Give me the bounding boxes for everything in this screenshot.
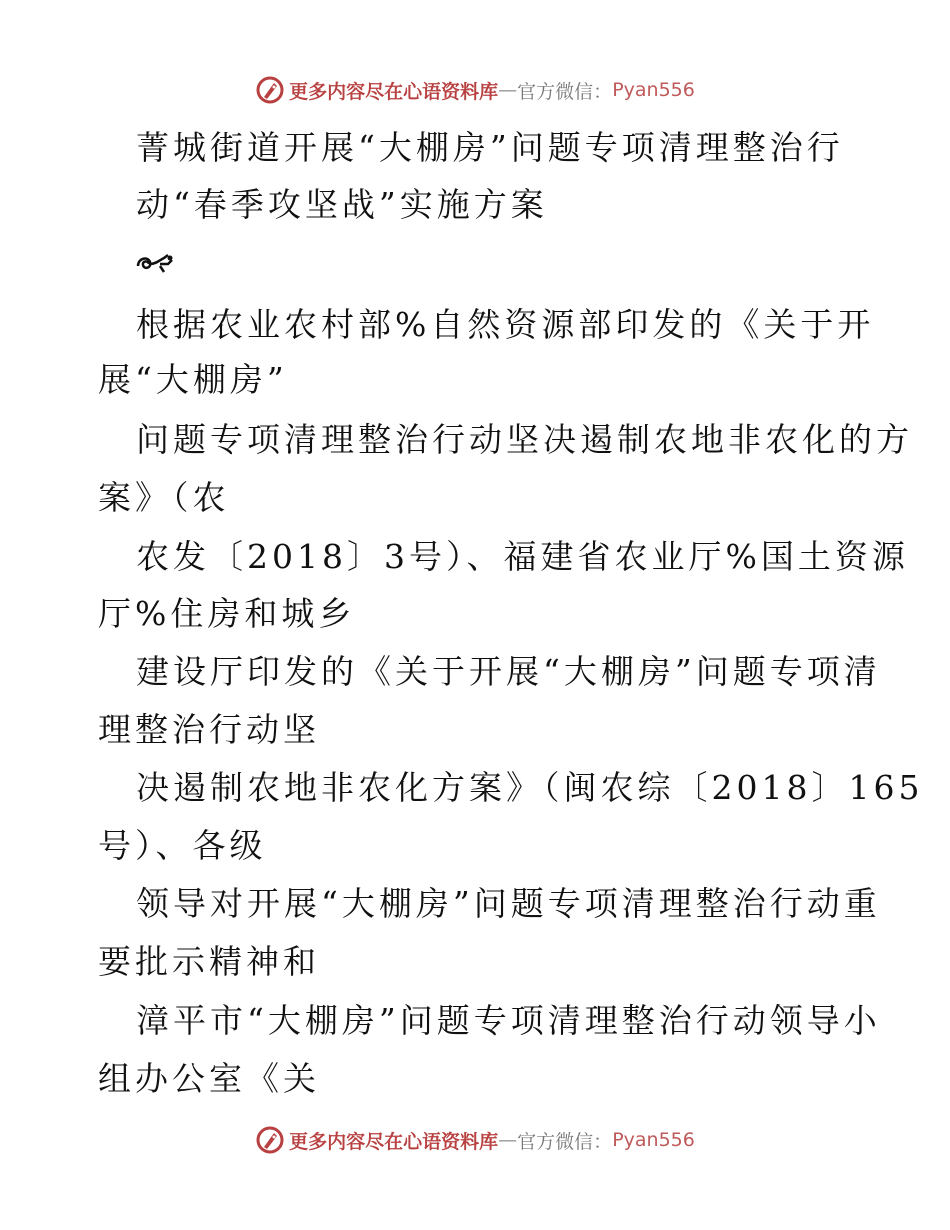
- header-watermark: [0, 70, 950, 110]
- body-line-7: 建设厅印发的《关于开展“大棚房”问题专项清: [136, 652, 881, 691]
- body-line-14: 组办公室《关: [98, 1059, 320, 1098]
- document-title-line-2: 动“春季攻坚战”实施方案: [136, 185, 548, 224]
- pen-nib-logo-icon: [255, 75, 285, 105]
- watermark-wechat-label: 官方微信：: [517, 80, 613, 103]
- body-line-4: 案》（农: [98, 478, 230, 517]
- body-line-2: 展“大棚房”: [98, 360, 288, 399]
- watermark-separator: —: [498, 1129, 518, 1151]
- watermark-separator: —: [498, 79, 518, 101]
- watermark-site-text: 更多内容尽在心语资料库: [289, 80, 499, 103]
- document-title-line-1: 菁城街道开展“大棚房”问题专项清理整治行: [136, 128, 844, 167]
- footer-watermark: [0, 1120, 950, 1160]
- body-line-12: 要批示精神和: [98, 942, 320, 981]
- body-line-1: 根据农业农村部%自然资源部印发的《关于开: [136, 305, 875, 344]
- pen-nib-logo-icon: [255, 1125, 285, 1155]
- body-line-3: 问题专项清理整治行动坚决遏制农地非农化的方: [136, 420, 913, 459]
- watermark-wechat-id: Pyan556: [612, 1129, 695, 1151]
- body-line-11: 领导对开展“大棚房”问题专项清理整治行动重: [136, 884, 881, 923]
- watermark-site-text: 更多内容尽在心语资料库: [289, 1130, 499, 1153]
- body-line-13: 漳平市“大棚房”问题专项清理整治行动领导小: [136, 1001, 881, 1040]
- body-line-8: 理整治行动坚: [98, 710, 320, 749]
- body-line-9: 决遏制农地非农化方案》（闽农综〔2018〕165: [136, 768, 924, 807]
- watermark-wechat-id: Pyan556: [612, 79, 695, 101]
- flourish-ornament-icon: [134, 250, 174, 276]
- body-line-6: 厅%住房和城乡: [98, 594, 356, 633]
- body-line-10: 号）、各级: [98, 826, 267, 865]
- watermark-wechat-label: 官方微信：: [517, 1130, 613, 1153]
- body-line-5: 农发〔2018〕3号）、福建省农业厅%国土资源: [136, 537, 909, 576]
